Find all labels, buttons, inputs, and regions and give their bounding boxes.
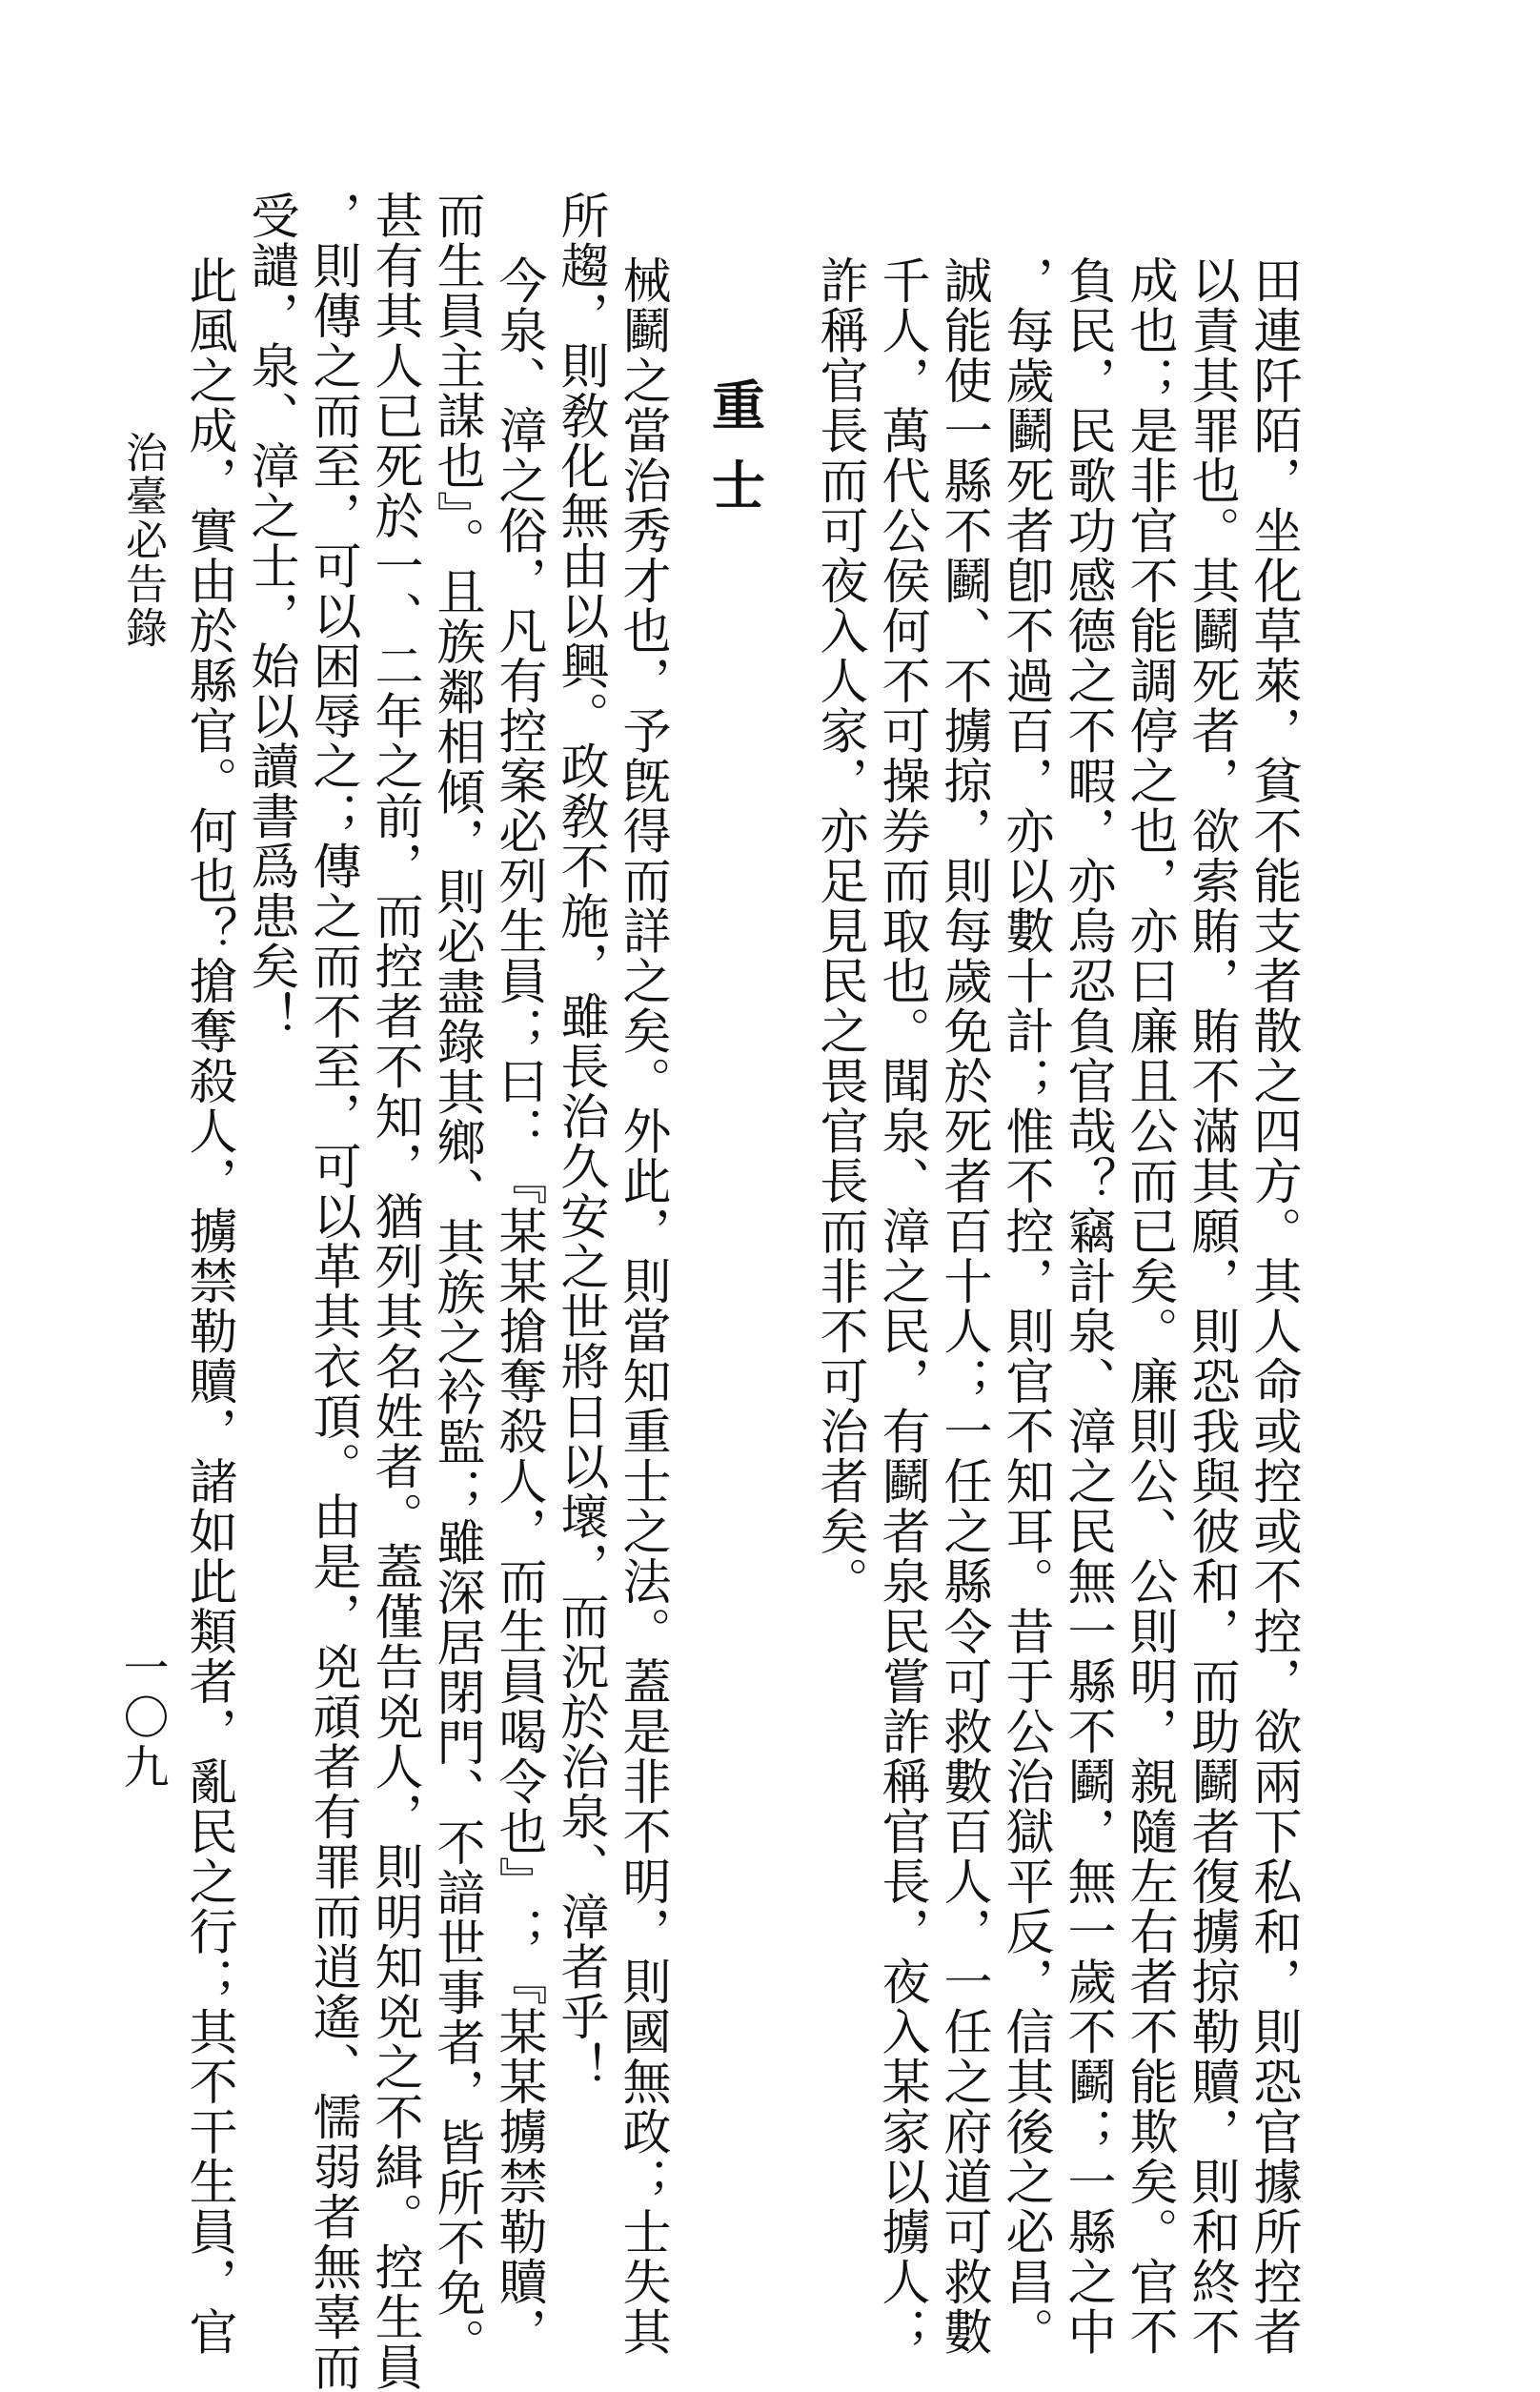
running-title: 治臺必告錄 bbox=[118, 431, 167, 650]
text-column: ，每歲鬬死者卽不過百，亦以數十計；惟不控，則官不知耳。昔于公治獄平反，信其後之必昌。 bbox=[997, 255, 1053, 2357]
text-column: 此風之成，實由於縣官。何也？搶奪殺人，擄禁勒贖，諸如此類者，亂民之行；其不干生員，官 bbox=[180, 255, 236, 2357]
text-column: 負民，民歌功感德之不暇，亦烏忍負官哉？竊計泉、漳之民無一縣不鬬，無一歲不鬬；一縣之中 bbox=[1059, 255, 1115, 2357]
text-column: 誠能使一縣不鬬、不擄掠，則每歲免於死者百十人；一任之縣令可救數百人，一任之府道可救數 bbox=[935, 255, 991, 2357]
text-column: 以責其罪也。其鬬死者，欲索賄，賄不滿其願，則恐我與彼和，而助鬬者復擄掠勒贖，則和終不 bbox=[1183, 255, 1239, 2357]
text-column: 今泉、漳之俗，凡有控案必列生員；曰：『某某搶奪殺人，而生員喝令也』；『某某擄禁勒贖， bbox=[490, 255, 546, 2357]
text-column: 而生員主謀也』。且族鄰相傾，則必盡錄其鄉、其族之衿監；雖深居閉門、不諳世事者，皆所不免。 bbox=[428, 191, 484, 2368]
text-column: 千人，萬代公侯何不可操券而取也。聞泉、漳之民，有鬬者泉民嘗詐稱官長，夜入某家以擄人； bbox=[873, 255, 929, 2357]
text-column: 甚有其人已死於一、二年之前，而控者不知，猶列其名姓者。蓋僅告兇人，則明知兇之不緝。控生員 bbox=[366, 191, 422, 2392]
page-number: 一〇九 bbox=[115, 1644, 169, 1793]
text-column: 受譴，泉、漳之士，始以讀書爲患矣！ bbox=[242, 191, 298, 1042]
text-column: ，則傳之而至，可以困辱之；傳之而不至，可以革其衣頂。由是，兇頑者有罪而逍遙、懦弱者無辜而 bbox=[304, 191, 360, 2392]
text-column: 成也；是非官不能調停之也，亦曰廉且公而已矣。廉則公、公則明，親隨左右者不能欺矣。官不 bbox=[1121, 255, 1177, 2357]
text-column: 田連阡陌，坐化草萊，貧不能支者散之四方。其人命或控或不控，欲兩下私和，則恐官據所控者 bbox=[1245, 255, 1301, 2357]
text-column: 械鬬之當治秀才也，予旣得而詳之矣。外此，則當知重士之法。蓋是非不明，則國無政；士失其 bbox=[614, 255, 670, 2357]
text-column: 所趨，則敎化無由以興。政敎不施，雖長治久安之世將日以壞，而況於治泉、漳者乎！ bbox=[552, 191, 608, 2092]
text-column: 詐稱官長而可夜入人家，亦足見民之畏官長而非不可治者矣。 bbox=[811, 255, 867, 1607]
section-heading: 重士 bbox=[703, 377, 766, 537]
